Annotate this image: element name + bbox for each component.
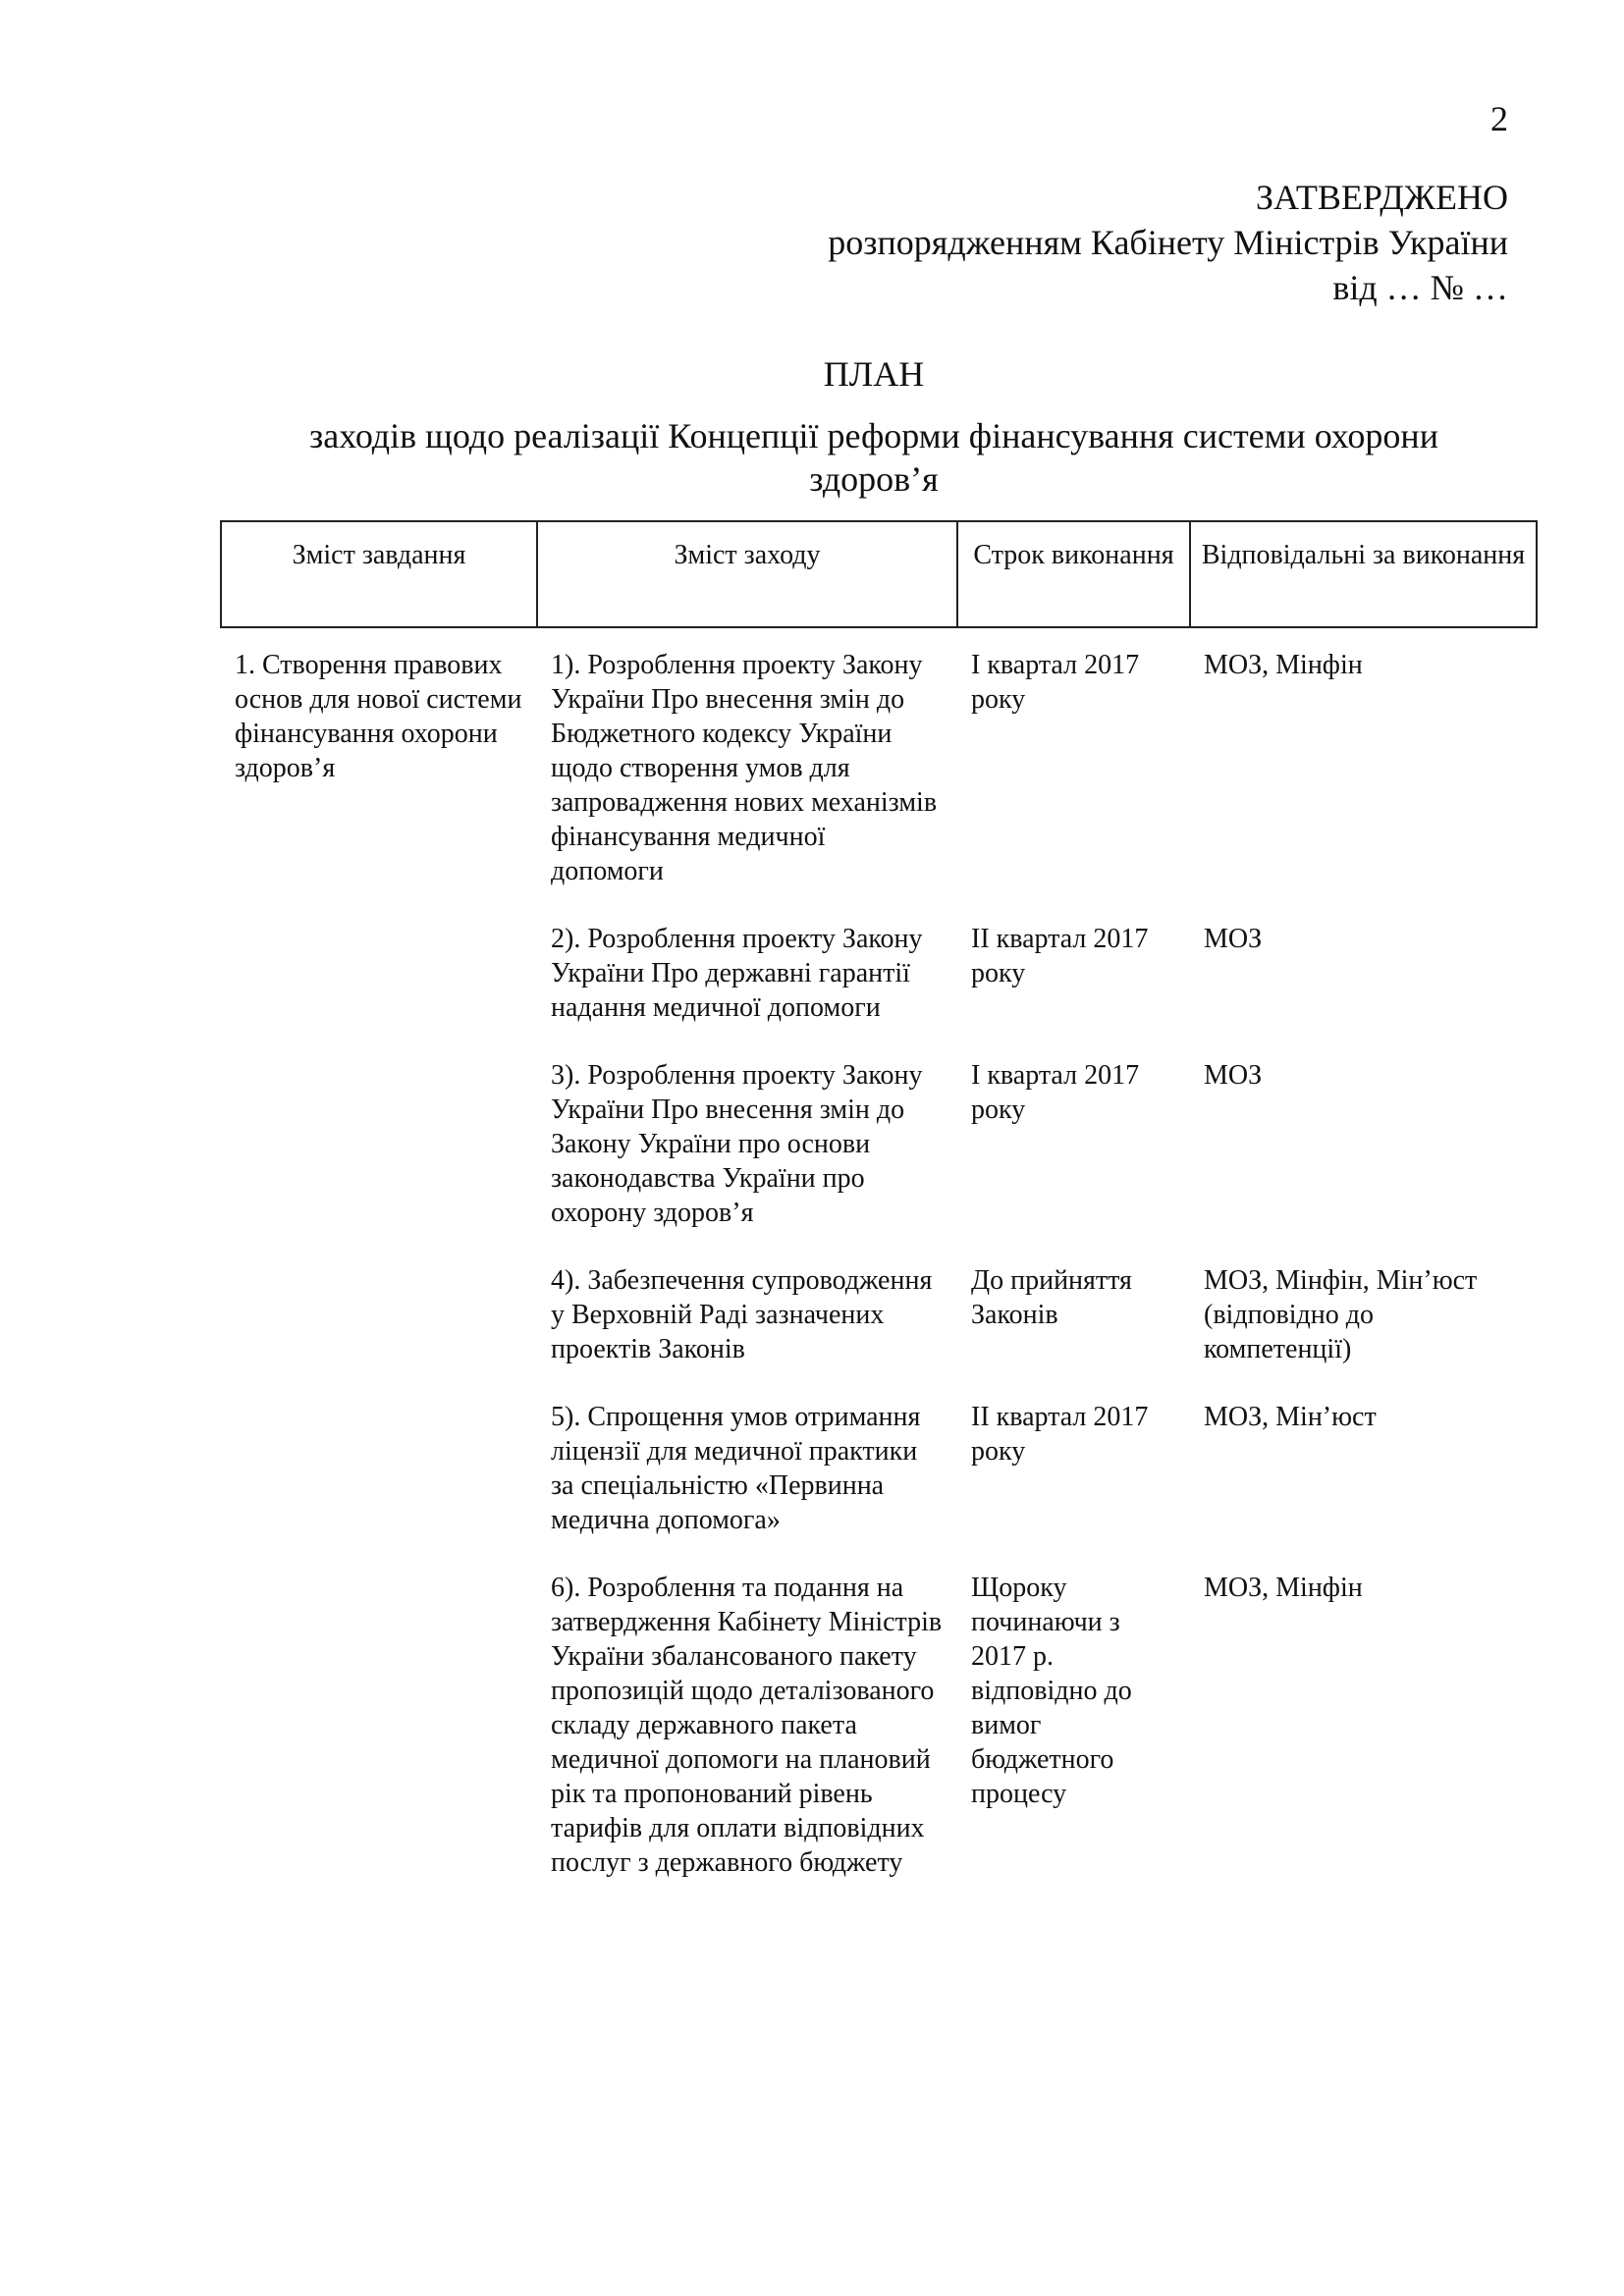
responsible-cell (1190, 1400, 1537, 1571)
measure-text: 5). Спрощення умов отримання ліцензії для медичної практики за спеціальністю «Первинна медична допомога» (551, 1402, 921, 1535)
header-task (221, 521, 537, 627)
deadline-cell (957, 627, 1190, 922)
responsible-text: МОЗ (1204, 924, 1263, 954)
responsible-cell (1190, 1058, 1537, 1263)
measure-cell (537, 1058, 957, 1263)
deadline-cell (957, 1571, 1190, 1913)
responsible-text: МОЗ, Мін’юст (1204, 1402, 1377, 1432)
measures-table (220, 520, 1538, 1913)
measure-text: 4). Забезпечення супроводження у Верховній Раді зазначених проектів Законів (551, 1265, 933, 1364)
approval-block (828, 175, 1508, 310)
measure-cell (537, 1400, 957, 1571)
measure-cell (537, 1263, 957, 1400)
header-measure-label: Зміст заходу (674, 540, 821, 570)
header-responsible-line-2: виконання (1402, 540, 1526, 570)
approval-title: ЗАТВЕРДЖЕНО (1256, 178, 1508, 217)
approval-date-number: від … № … (1332, 268, 1508, 307)
header-task-label: Зміст завдання (292, 540, 466, 570)
deadline-cell (957, 1263, 1190, 1400)
page-number: 2 (1490, 99, 1508, 138)
task-cell (221, 627, 537, 1913)
deadline-cell (957, 922, 1190, 1058)
responsible-text: МОЗ (1204, 1060, 1263, 1091)
responsible-cell (1190, 922, 1537, 1058)
deadline-text: ІІ квартал 2017 року (971, 924, 1149, 988)
deadline-text: ІІ квартал 2017 року (971, 1402, 1149, 1467)
deadline-cell (957, 1400, 1190, 1571)
responsible-cell (1190, 1263, 1537, 1400)
header-measure (537, 521, 957, 627)
table-row (221, 627, 1537, 922)
measure-cell (537, 627, 957, 922)
deadline-text: І квартал 2017 року (971, 1060, 1140, 1125)
measure-text: 6). Розроблення та подання на затвердження Кабінету Міністрів України збалансованого пакету пропозицій щодо деталізованого складу державного пакета медичної допомоги на плановий рік та пропонований рівень тарифів для оплати відповідних послуг з державного бюджету (551, 1573, 943, 1878)
header-deadline-line-2: виконання (1051, 540, 1174, 570)
approval-authority: розпорядженням Кабінету Міністрів України (828, 223, 1508, 262)
plan-title: ПЛАН (823, 354, 925, 394)
header-deadline (957, 521, 1190, 627)
header-responsible-line-1: Відповідальні за (1201, 540, 1396, 570)
deadline-text: Щороку починаючи з 2017 р. відповідно до вимог бюджетного процесу (971, 1573, 1132, 1809)
responsible-cell (1190, 1571, 1537, 1913)
measure-text: 3). Розроблення проекту Закону України Про внесення змін до Закону України про основи законодавства України про охорону здоров’я (551, 1060, 923, 1228)
responsible-text: МОЗ, Мінфін, Мін’юст (відповідно до компетенції) (1204, 1265, 1478, 1364)
responsible-text: МОЗ, Мінфін (1204, 1573, 1363, 1603)
responsible-text: МОЗ, Мінфін (1204, 650, 1363, 680)
measure-cell (537, 922, 957, 1058)
responsible-cell (1190, 627, 1537, 922)
header-deadline-line-1: Строк (973, 540, 1045, 570)
deadline-cell (957, 1058, 1190, 1263)
plan-subtitle (226, 414, 1522, 501)
measure-text: 2). Розроблення проекту Закону України Про державні гарантії надання медичної допомоги (551, 924, 923, 1023)
plan-subtitle-line-2: здоров’я (809, 459, 939, 499)
header-responsible (1190, 521, 1537, 627)
measure-text: 1). Розроблення проекту Закону України Про внесення змін до Бюджетного кодексу України щодо створення умов для запровадження нових механізмів фінансування медичної допомоги (551, 650, 938, 886)
plan-subtitle-line-1: заходів щодо реалізації Концепції реформи фінансування системи охорони (309, 416, 1438, 455)
measure-cell (537, 1571, 957, 1913)
table-header-row (221, 521, 1537, 627)
task-text: 1. Створення правових основ для нової системи фінансування охорони здоров’я (235, 650, 522, 783)
deadline-text: І квартал 2017 року (971, 650, 1140, 715)
deadline-text: До прийняття Законів (971, 1265, 1132, 1330)
